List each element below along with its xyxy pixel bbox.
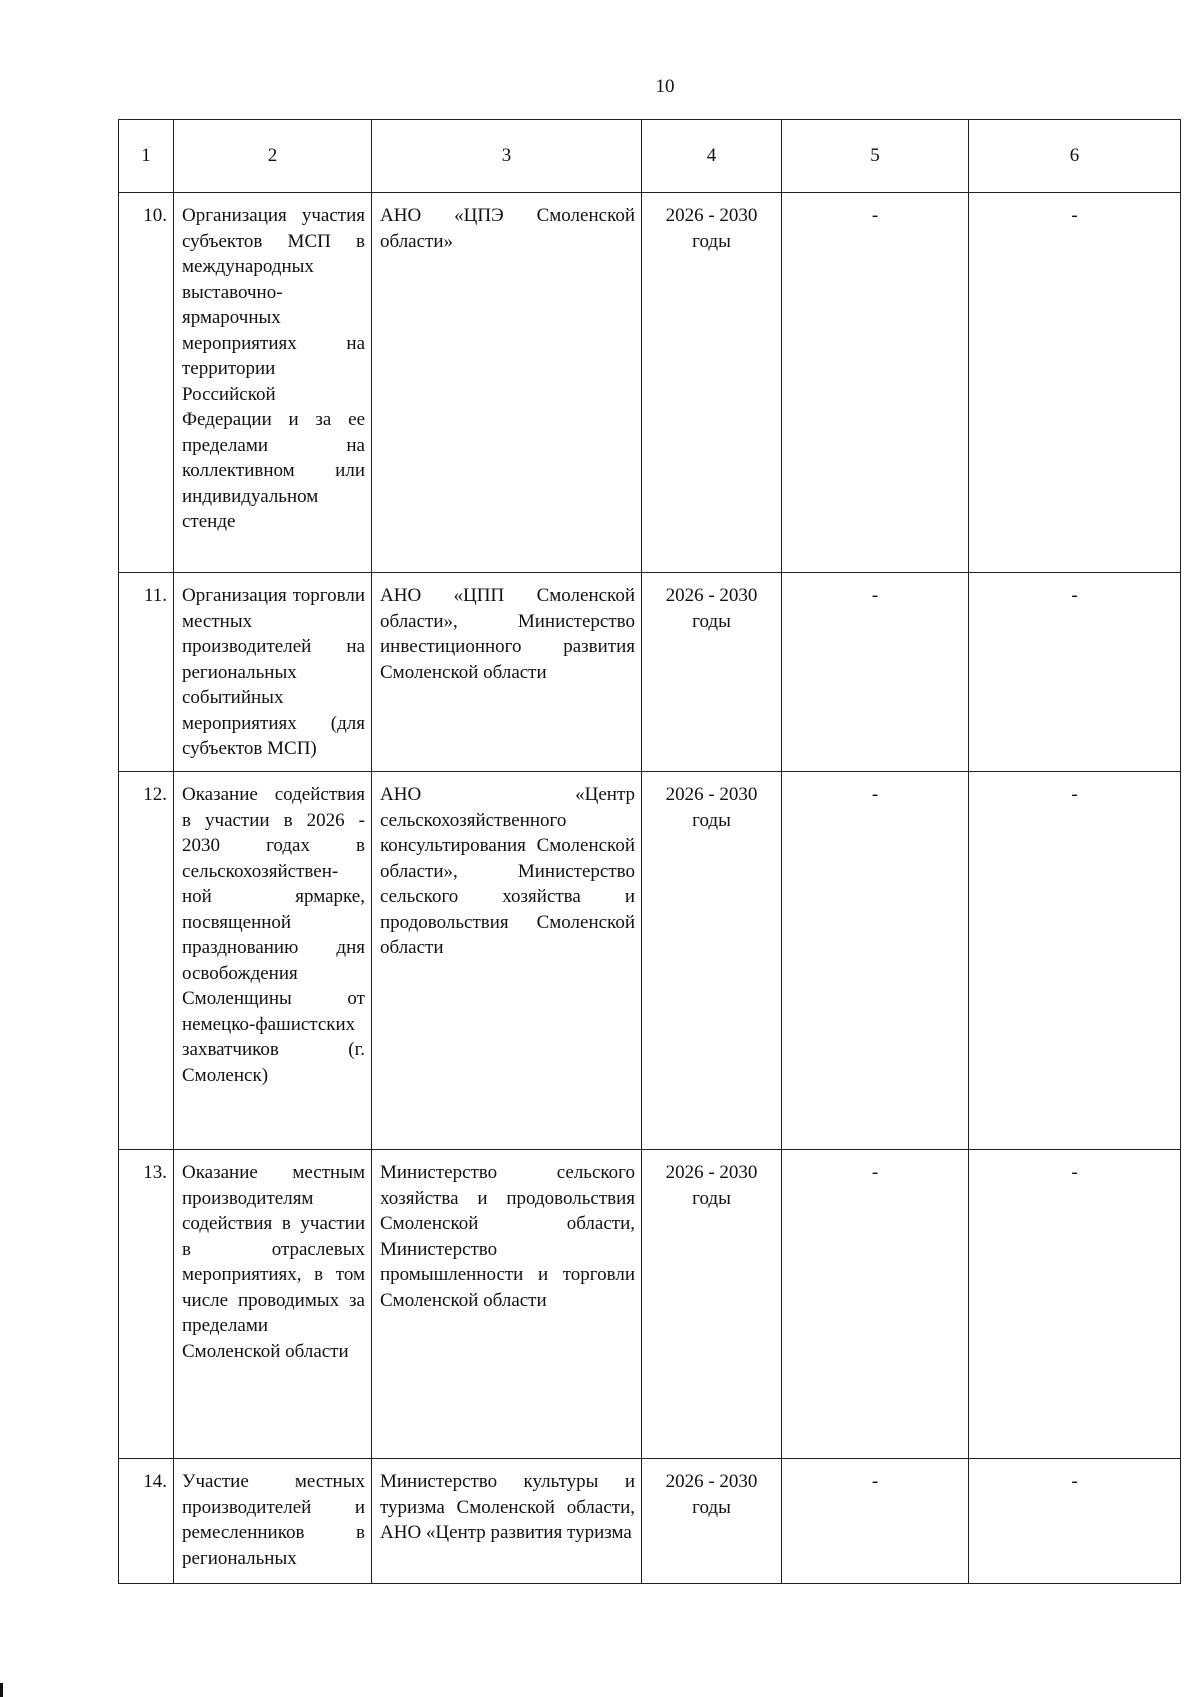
period-cell: 2026 - 2030 годы (642, 193, 782, 573)
executor-cell: АНО «ЦПЭ Смоленской области» (372, 193, 642, 573)
executor-cell: Министерство культуры и туризма Смоленской области, АНО «Центр развития туризма (372, 1459, 642, 1584)
activity-cell: Организация торговли местных производителей на региональных событийных мероприятиях (для субъектов МСП) (174, 573, 372, 772)
period-cell: 2026 - 2030 годы (642, 573, 782, 772)
period-cell: 2026 - 2030 годы (642, 1459, 782, 1584)
row-number: 13. (119, 1150, 174, 1459)
column-5-cell: - (782, 193, 969, 573)
row-number: 11. (119, 573, 174, 772)
activity-cell: Оказание содействия в участии в 2026 - 2030 годах в сельскохозяйствен-ной ярмарке, посвященной празднованию дня освобождения Смоленщины от немецко-фашистских захватчиков (г. Смоленск) (174, 772, 372, 1150)
column-header-6: 6 (969, 120, 1181, 193)
executor-cell: Министерство сельского хозяйства и продовольствия Смоленской области, Министерство промышленности и торговли Смоленской области (372, 1150, 642, 1459)
period-cell: 2026 - 2030 годы (642, 772, 782, 1150)
column-5-cell: - (782, 1150, 969, 1459)
column-header-2: 2 (174, 120, 372, 193)
row-number: 10. (119, 193, 174, 573)
column-6-cell: - (969, 1150, 1181, 1459)
column-6-cell: - (969, 1459, 1181, 1584)
column-header-1: 1 (119, 120, 174, 193)
activity-cell: Участие местных производителей и ремесленников в региональных (174, 1459, 372, 1584)
table-row (119, 573, 1181, 772)
column-6-cell: - (969, 573, 1181, 772)
column-5-cell: - (782, 772, 969, 1150)
column-header-4: 4 (642, 120, 782, 193)
scan-edge-mark (0, 1683, 3, 1697)
column-5-cell: - (782, 1459, 969, 1584)
executor-cell: АНО «Центр сельскохозяйственного консультирования Смоленской области», Министерство сельского хозяйства и продовольствия Смоленской области (372, 772, 642, 1150)
table-row (119, 193, 1181, 573)
table-header-row (119, 120, 1181, 193)
column-6-cell: - (969, 193, 1181, 573)
activity-cell: Оказание местным производителям содействия в участии в отраслевых мероприятиях, в том числе проводимых за пределами Смоленской области (174, 1150, 372, 1459)
column-6-cell: - (969, 772, 1181, 1150)
row-number: 14. (119, 1459, 174, 1584)
period-cell: 2026 - 2030 годы (642, 1150, 782, 1459)
measures-table (118, 119, 1181, 1584)
column-header-3: 3 (372, 120, 642, 193)
column-header-5: 5 (782, 120, 969, 193)
table-row (119, 1459, 1181, 1584)
column-5-cell: - (782, 573, 969, 772)
activity-cell: Организация участия субъектов МСП в международных выставочно-ярмарочных мероприятиях на территории Российской Федерации и за ее пределами на коллективном или индивидуальном стенде (174, 193, 372, 573)
row-number: 12. (119, 772, 174, 1150)
page-number: 10 (655, 76, 675, 97)
table-row (119, 1150, 1181, 1459)
executor-cell: АНО «ЦПП Смоленской области», Министерство инвестиционного развития Смоленской области (372, 573, 642, 772)
table-row (119, 772, 1181, 1150)
